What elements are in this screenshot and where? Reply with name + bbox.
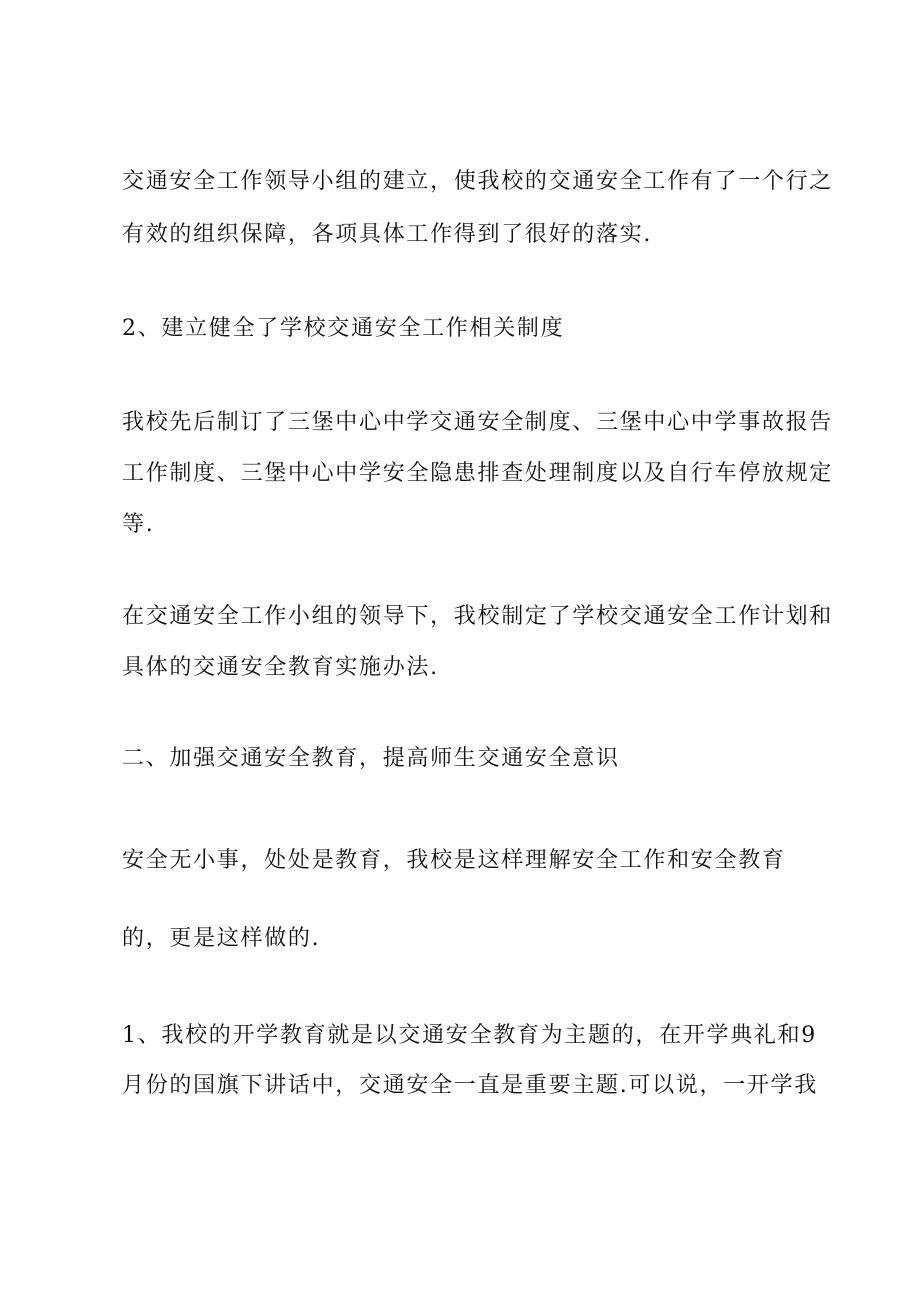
paragraph-3-line-2: 工作制度、三堡中心中学安全隐患排查处理制度以及自行车停放规定 (122, 461, 834, 486)
paragraph-1-line-2: 有效的组织保障，各项具体工作得到了很好的落实. (122, 222, 653, 247)
paragraph-7-line-1: 的，更是这样做的. (122, 926, 321, 951)
paragraph-6-line-1: 安全无小事，处处是教育，我校是这样理解安全工作和安全教育 (122, 848, 786, 873)
paragraph-8-line-2: 月份的国旗下讲话中，交通安全一直是重要主题.可以说，一开学我 (122, 1073, 818, 1098)
paragraph-3-line-3: 等. (122, 512, 155, 537)
section-heading-2: 二、加强交通安全教育，提高师生交通安全意识 (122, 746, 620, 771)
paragraph-3-line-1: 我校先后制订了三堡中心中学交通安全制度、三堡中心中学事故报告 (122, 410, 834, 435)
paragraph-4-line-2: 具体的交通安全教育实施办法. (122, 655, 439, 680)
paragraph-2-line-1: 2、建立健全了学校交通安全工作相关制度 (122, 316, 565, 341)
paragraph-1-line-1: 交通安全工作领导小组的建立，使我校的交通安全工作有了一个行之 (122, 169, 834, 194)
paragraph-8-line-1: 1、我校的开学教育就是以交通安全教育为主题的，在开学典礼和9 (122, 1023, 817, 1048)
paragraph-4-line-1: 在交通安全工作小组的领导下，我校制定了学校交通安全工作计划和 (122, 604, 834, 629)
